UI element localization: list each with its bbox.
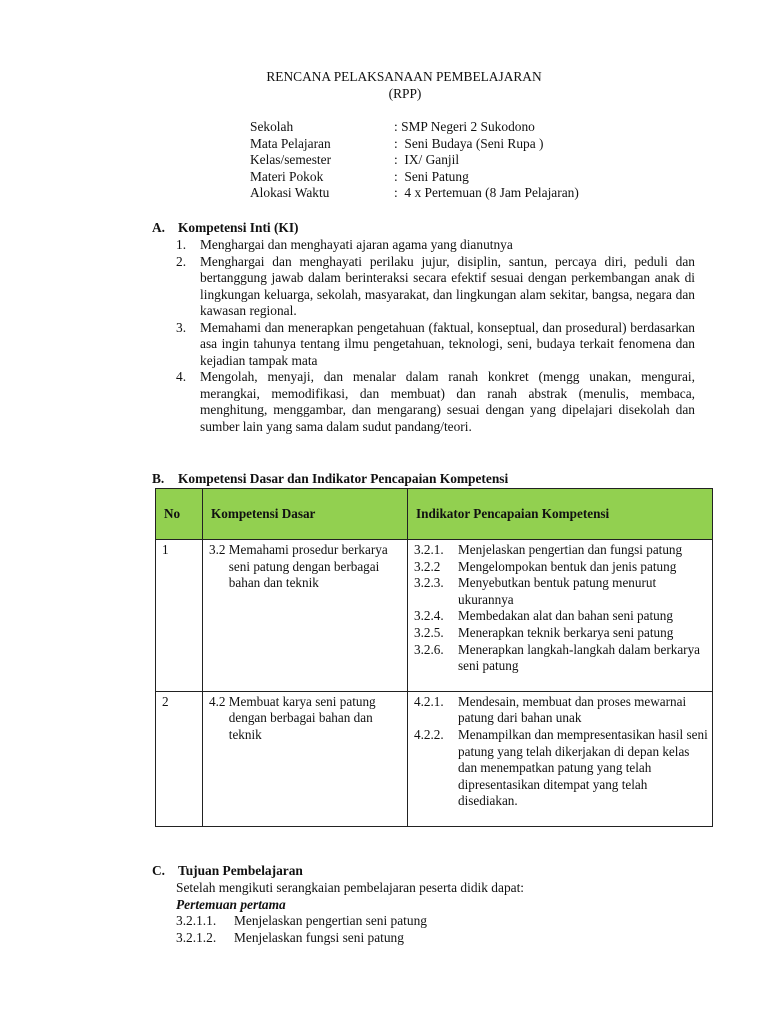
section-title: Kompetensi Inti (KI) — [178, 220, 299, 235]
item-number: 1. — [176, 237, 187, 252]
column-header-no: No — [156, 489, 203, 540]
doc-subtitle-line — [0, 86, 768, 103]
objective-code: 3.2.1.1. — [176, 913, 217, 928]
meta-value: : IX/ Ganjil — [394, 152, 460, 167]
indicator-item — [414, 727, 708, 810]
indicator-text: Menerapkan teknik berkarya seni patung — [458, 624, 674, 640]
indicator-code: 4.2.2. — [414, 726, 444, 742]
list-item — [176, 369, 695, 435]
section-letter: B. — [152, 471, 165, 486]
indicator-text: Mendesain, membuat dan proses mewarnai patung dari bahan unak — [458, 693, 687, 726]
indicator-code: 3.2.5. — [414, 624, 444, 640]
column-header-indicator: Indikator Pencapaian Kompetensi — [408, 489, 713, 540]
indicator-code: 3.2.4. — [414, 608, 444, 624]
section-b-heading — [152, 471, 508, 488]
indicator-item — [414, 625, 708, 642]
identity-block — [250, 119, 579, 202]
kd-text: Memahami prosedur berkarya seni patung dengan berbagai bahan dan teknik — [228, 542, 388, 591]
indicator-item — [414, 608, 708, 625]
meeting-subheading: Pertemuan pertama — [176, 896, 286, 912]
doc-title: RENCANA PELAKSANAAN PEMBELAJARAN — [266, 69, 542, 84]
indicator-item — [414, 694, 708, 727]
indicator-text: Menampilkan dan mempresentasikan hasil seni patung yang telah dikerjakan di depan kelas dan menempatkan patung yang telah dipresentasikan ditempat yang telah disediakan. — [458, 726, 708, 809]
item-text: Menghargai dan menghayati perilaku jujur, disiplin, santun, percaya diri, peduli dan bertanggung jawab dalam berinteraksi secara efektif sesuai dengan perkembangan anak di lingkungan keluarga, sekolah, masyarakat, dan lingkungan alam sekitar, bangsa, negara dan kawasan regional. — [200, 253, 695, 318]
list-item — [176, 930, 716, 947]
row-number: 1 — [156, 540, 203, 692]
objective-text: Menjelaskan pengertian seni patung — [234, 913, 427, 928]
indicator-text: Menerapkan langkah-langkah dalam berkarya seni patung — [458, 641, 701, 674]
indicator-cell — [408, 691, 713, 826]
indicator-text: Menjelaskan pengertian dan fungsi patung — [458, 542, 683, 557]
indicator-code: 3.2.1. — [414, 542, 444, 557]
learning-objectives — [176, 880, 716, 946]
meta-value: : Seni Budaya (Seni Rupa ) — [394, 135, 544, 151]
objective-text: Menjelaskan fungsi seni patung — [234, 929, 404, 945]
core-competency-list — [176, 237, 695, 435]
row-number: 2 — [156, 691, 203, 826]
meta-row — [250, 119, 579, 136]
indicator-text: Mengelompokan bentuk dan jenis patung — [458, 558, 677, 574]
doc-subtitle: (RPP) — [388, 86, 422, 101]
list-item — [176, 320, 695, 370]
indicator-item — [414, 542, 708, 559]
indicator-cell — [408, 540, 713, 692]
section-title: Tujuan Pembelajaran — [178, 863, 303, 878]
table-row — [156, 540, 713, 692]
meta-label: Materi Pokok — [250, 168, 324, 184]
list-item — [176, 237, 695, 254]
section-letter: A. — [152, 220, 166, 235]
meta-label: Alokasi Waktu — [250, 185, 330, 200]
column-header-kd: Kompetensi Dasar — [203, 489, 408, 540]
section-title: Kompetensi Dasar dan Indikator Pencapaian Kompetensi — [178, 471, 509, 486]
indicator-code: 3.2.3. — [414, 575, 444, 591]
meta-value: : 4 x Pertemuan (8 Jam Pelajaran) — [394, 185, 579, 200]
basic-competency-cell — [203, 691, 408, 826]
basic-competency-cell — [203, 540, 408, 692]
meta-label: Kelas/semester — [250, 152, 332, 167]
meta-row — [250, 169, 579, 186]
item-text: Menghargai dan menghayati ajaran agama yang dianutnya — [200, 237, 513, 252]
item-number: 3. — [176, 319, 187, 335]
meta-label: Mata Pelajaran — [250, 135, 331, 151]
indicator-code: 3.2.2 — [414, 558, 441, 574]
kd-text: Membuat karya seni patung dengan berbagai bahan dan teknik — [228, 693, 376, 742]
meta-label: Sekolah — [250, 119, 294, 134]
indicator-item — [414, 559, 708, 576]
list-item — [176, 254, 695, 320]
competency-table — [155, 488, 713, 827]
kd-code: 3.2 — [209, 542, 226, 557]
section-c-heading — [152, 863, 303, 880]
item-number: 4. — [176, 369, 187, 384]
section-letter: C. — [152, 863, 166, 878]
list-item — [176, 913, 716, 930]
item-text: Mengolah, menyaji, dan menalar dalam ranah konkret (mengg unakan, mengurai, merangkai, memodifikasi, dan membuat) dan ranah abstrak (menulis, membaca, menghitung, menggambar, dan mengarang) sesuai dengan yang dipelajari disekolah dan sumber lain yang sama dalam sudut pandang/teori. — [200, 369, 695, 434]
objective-code: 3.2.1.2. — [176, 929, 217, 945]
meta-value: : SMP Negeri 2 Sukodono — [394, 119, 535, 134]
doc-title-line — [0, 69, 768, 86]
indicator-item — [414, 575, 708, 608]
meta-row — [250, 136, 579, 153]
table-row — [156, 691, 713, 826]
indicator-text: Membedakan alat dan bahan seni patung — [458, 608, 673, 624]
meta-row — [250, 185, 579, 202]
section-a-heading — [152, 220, 299, 237]
item-number: 2. — [176, 253, 187, 269]
indicator-code: 3.2.6. — [414, 641, 444, 657]
indicator-text: Menyebutkan bentuk patung menurut ukurannya — [458, 575, 657, 607]
objectives-intro: Setelah mengikuti serangkaian pembelajaran peserta didik dapat: — [176, 880, 525, 895]
indicator-code: 4.2.1. — [414, 693, 444, 709]
meta-value: : Seni Patung — [394, 168, 469, 184]
kd-code: 4.2 — [209, 693, 226, 709]
item-text: Memahami dan menerapkan pengetahuan (faktual, konseptual, dan prosedural) berdasarkan asa ingin tahunya tentang ilmu pengetahuan, teknologi, seni, budaya terkait fenomena dan kejadian tampak mata — [200, 319, 695, 368]
meta-row — [250, 152, 579, 169]
table-header-row — [156, 489, 713, 540]
indicator-item — [414, 642, 708, 675]
